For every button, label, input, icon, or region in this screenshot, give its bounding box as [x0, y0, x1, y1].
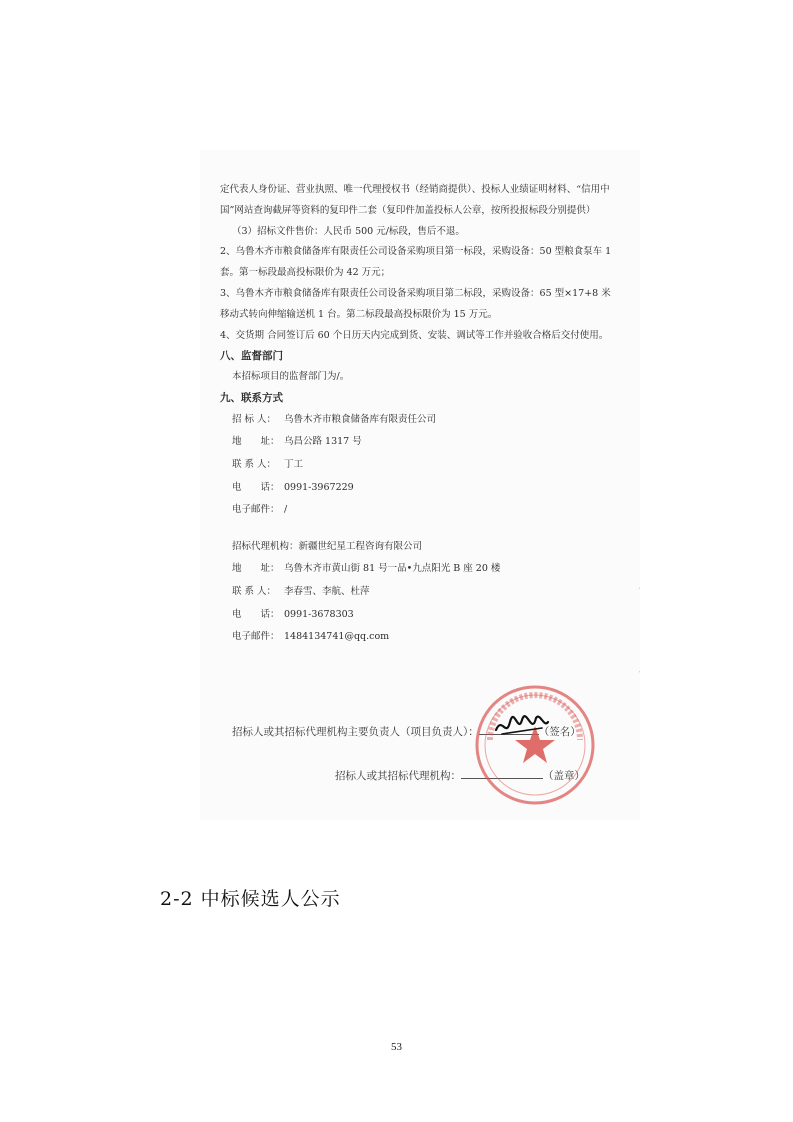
- tenderer-email-row: [220, 499, 615, 522]
- partial-seal-stamp-icon: [605, 570, 640, 690]
- seal-suffix: （盖章）: [543, 770, 585, 782]
- row-label: 电 话：: [232, 481, 280, 493]
- section-title: 2-2 中标候选人公示: [160, 888, 341, 910]
- row-label: 电子邮件：: [232, 631, 280, 643]
- paragraph-lot2: 3、乌鲁木齐市粮食储备库有限责任公司设备采购项目第二标段，采购设备：65 型×17+8 米移动式转向伸缩输送机 1 台。第二标段最高投标限价为 15 万元。: [220, 287, 611, 320]
- row-label: 电子邮件：: [232, 504, 280, 516]
- section8-text: 本招标项目的监督部门为/。: [232, 371, 350, 383]
- row-label: 联 系 人：: [232, 585, 277, 597]
- tenderer-address-row: [220, 431, 615, 454]
- agency-email-row: [220, 626, 615, 649]
- handwritten-signature-icon: [492, 708, 552, 742]
- tenderer-name-row: [220, 409, 615, 432]
- section8-heading: 八、监督部门: [220, 350, 283, 363]
- paragraph-price: （3）招标文件售价：人民币 500 元/标段，售后不退。: [232, 225, 465, 237]
- row-value: /: [284, 504, 288, 516]
- row-value: 0991-3967229: [284, 481, 354, 493]
- agency-phone-row: [220, 604, 615, 627]
- sign-suffix: （签名）: [538, 726, 581, 738]
- paragraph-lot1: 2、乌鲁木齐市粮食储备库有限责任公司设备采购项目第一标段，采购设备：50 型粮食泵车 1 套。第一标段最高投标限价为 42 万元；: [220, 246, 612, 279]
- row-value: 乌昌公路 1317 号: [284, 436, 362, 448]
- spacer: [220, 522, 615, 536]
- tenderer-phone-row: [220, 477, 615, 500]
- page-number: 53: [391, 1041, 402, 1053]
- row-label: 地 址：: [232, 436, 280, 448]
- row-value: 0991-3678303: [284, 608, 354, 620]
- agency-contact-row: [220, 581, 615, 604]
- responsible-person-label: 招标人或其招标代理机构主要负责人（项目负责人）：: [232, 726, 479, 738]
- company-seal-stamp-icon: [470, 680, 600, 810]
- section9-heading: 九、联系方式: [220, 391, 283, 404]
- row-value: 乌鲁木齐市黄山街 81 号一品•九点阳光 B 座 20 楼: [284, 563, 501, 575]
- scanned-page: [200, 150, 640, 820]
- row-label: 联 系 人：: [232, 458, 277, 470]
- row-value: 乌鲁木齐市粮食储备库有限责任公司: [284, 413, 437, 425]
- row-value: 1484134741@qq.com: [284, 631, 390, 643]
- agency-address-row: [220, 558, 615, 581]
- paragraph-delivery: 4、交货期 合同签订后 60 个日历天内完成到货、安装、调试等工作并验收合格后交付使用。: [220, 329, 609, 341]
- paragraph-qualification: 定代表人身份证、营业执照、唯一代理授权书（经销商提供）、投标人业绩证明材料、“信用中国”网站查询截屏等资料的复印件二套（复印件加盖投标人公章，按所投报标段分别提供）: [220, 184, 610, 216]
- agency-name-row: 招标代理机构：新疆世纪星工程咨询有限公司: [232, 540, 423, 552]
- row-value: 李春雪、李航、杜萍: [284, 585, 370, 597]
- tenderer-contact-row: [220, 454, 615, 477]
- row-label: 地 址：: [232, 563, 280, 575]
- document-body: [220, 180, 615, 649]
- row-value: 丁工: [284, 458, 304, 470]
- row-label: 电 话：: [232, 608, 280, 620]
- agency-seal-label: 招标人或其招标代理机构：: [335, 770, 461, 782]
- row-label: 招 标 人：: [232, 413, 277, 425]
